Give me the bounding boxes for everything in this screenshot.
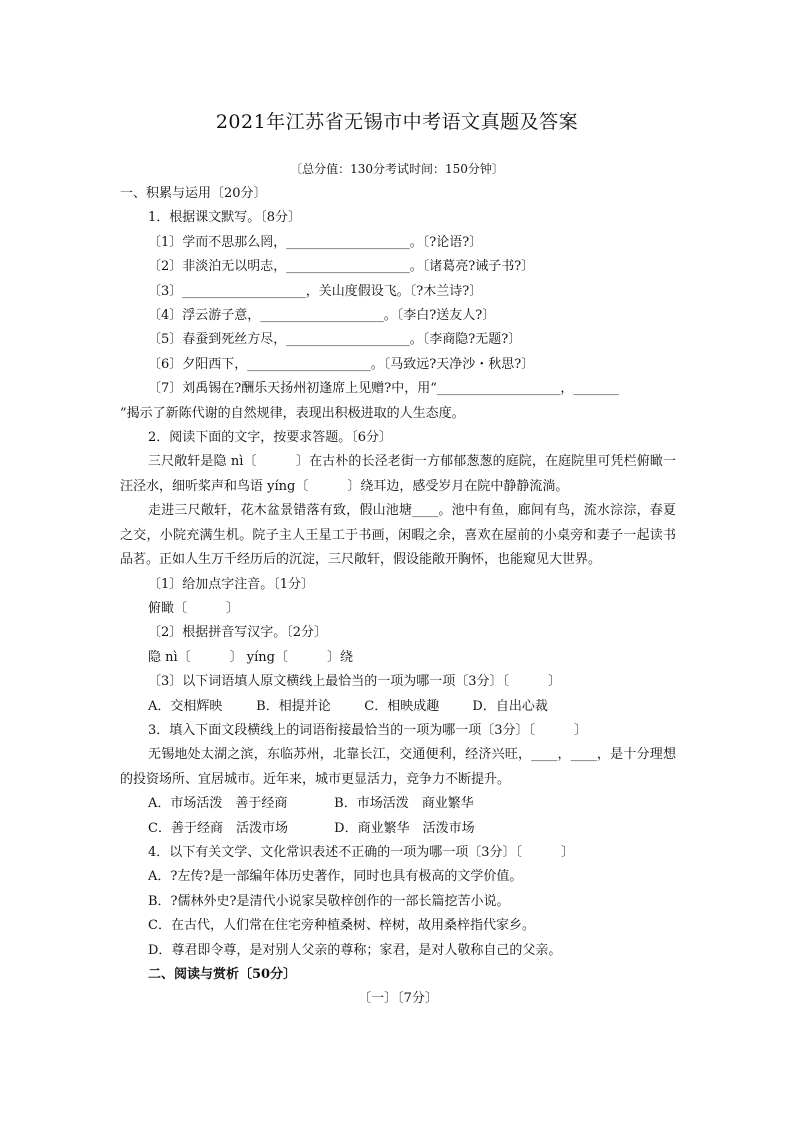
fill-blank-item: 〔4〕浮云游子意，___________________。〔李白?送友人?〕 [148,308,496,324]
option: D．尊君即令尊，是对别人父亲的尊称；家君，是对人敬称自己的父亲。 [148,942,562,958]
fill-blank-item: 〔7〕刘禹锡在?酬乐天扬州初逢席上见赠?中，用“___________________，_______ [148,381,619,397]
reading-paragraph: 走进三尺敞轩，花木盆景错落有致，假山池塘____。池中有鱼，廊间有鸟，流水淙淙，春夏之交，小院充满生机。院子主人王星工于书画，闲暇之余，喜欢在屋前的小桌旁和妻子一起读书品茗。正如人生万千经历后的沉淀，三尺敞轩，假设能敞开胸怀，也能窥见大世界。 [120,503,676,568]
option: B．市场活泼 商业繁华 [334,796,474,812]
option: B．相提并论 [256,698,331,714]
part-heading: 〔一〕〔7分〕 [358,991,438,1007]
option: B．?儒林外史?是清代小说家吴敬梓创作的一部长篇挖苦小说。 [148,893,510,909]
option-row [120,695,676,719]
sub-question: 〔1〕给加点字注音。〔1分〕 [148,576,315,592]
reading-paragraph: 无锡地处太湖之滨，东临苏州，北靠长江，交通便利，经济兴旺，____，____，是十分理想的投资场所、宜居城市。近年来，城市更显活力，竞争力不断提升。 [120,747,676,787]
option: D．自出心裁 [472,698,548,714]
option-row [120,792,676,816]
question-stem: 2．阅读下面的文字，按要求答题。〔6分〕 [148,430,393,446]
option: C．在古代，人们常在住宅旁种植桑树、梓树，故用桑梓指代家乡。 [148,918,535,934]
fill-blank-item-continued: ”揭示了新陈代谢的自然规律，表现出积极进取的人生态度。 [120,405,465,421]
option: C．善于经商 活泼市场 [148,820,288,836]
option: A．交相辉映 [148,698,223,714]
option: A．市场活泼 善于经商 [148,796,288,812]
fill-blank-item: 〔5〕春蚕到死丝方尽，___________________。〔李商隐?无题?〕 [148,332,522,348]
option-row [120,817,676,841]
question-stem: 4．以下有关文学、文化常识表述不正确的一项为哪一项〔3分〕〔 〕 [148,844,575,860]
option: D．商业繁华 活泼市场 [334,820,475,836]
question-stem: 1．根据课文默写。〔8分〕 [148,210,302,226]
fill-blank-item: 〔1〕学而不思那么罔，___________________。〔?论语?〕 [148,234,483,250]
question-stem: 3．填入下面文段横线上的词语衔接最恰当的一项为哪一项〔3分〕〔 〕 [148,722,588,738]
fill-blank-item: 〔2〕非淡泊无以明志，___________________。〔诸葛亮?诫子书?〕 [148,259,535,275]
section-heading: 一、积累与运用〔20分〕 [120,186,267,201]
answer-line: 俯瞰〔 〕 [148,600,240,616]
section-heading: 二、阅读与赏析〔50分〕 [148,967,297,982]
answer-line: 隐 nì〔 〕 yíng〔 〕绕 [148,649,353,665]
exam-info: 〔总分值：130分考试时间：150分钟〕 [290,162,504,176]
document-body [120,182,676,1012]
fill-blank-item: 〔3〕___________________，关山度假设飞。〔?木兰诗?〕 [148,283,483,299]
sub-question: 〔2〕根据拼音写汉字。〔2分〕 [148,625,328,641]
option: C．相映成趣 [364,698,440,714]
document-title: 2021年江苏省无锡市中考语文真题及答案 [215,111,579,133]
fill-blank-item: 〔6〕夕阳西下，___________________。〔马致远?天净沙・秋思?〕 [148,356,535,372]
reading-paragraph: 三尺敞轩是隐 nì〔 〕在古朴的长泾老街一方郁郁葱葱的庭院，在庭院里可凭栏俯瞰一汪泾水，细听桨声和鸟语 yíng〔 〕绕耳边，感受岁月在院中静静流淌。 [120,454,676,494]
option: A．?左传?是一部编年体历史著作，同时也具有极高的文学价值。 [148,869,523,885]
sub-question: 〔3〕以下词语填人原文横线上最恰当的一项为哪一项〔3分〕〔 〕 [148,674,562,690]
